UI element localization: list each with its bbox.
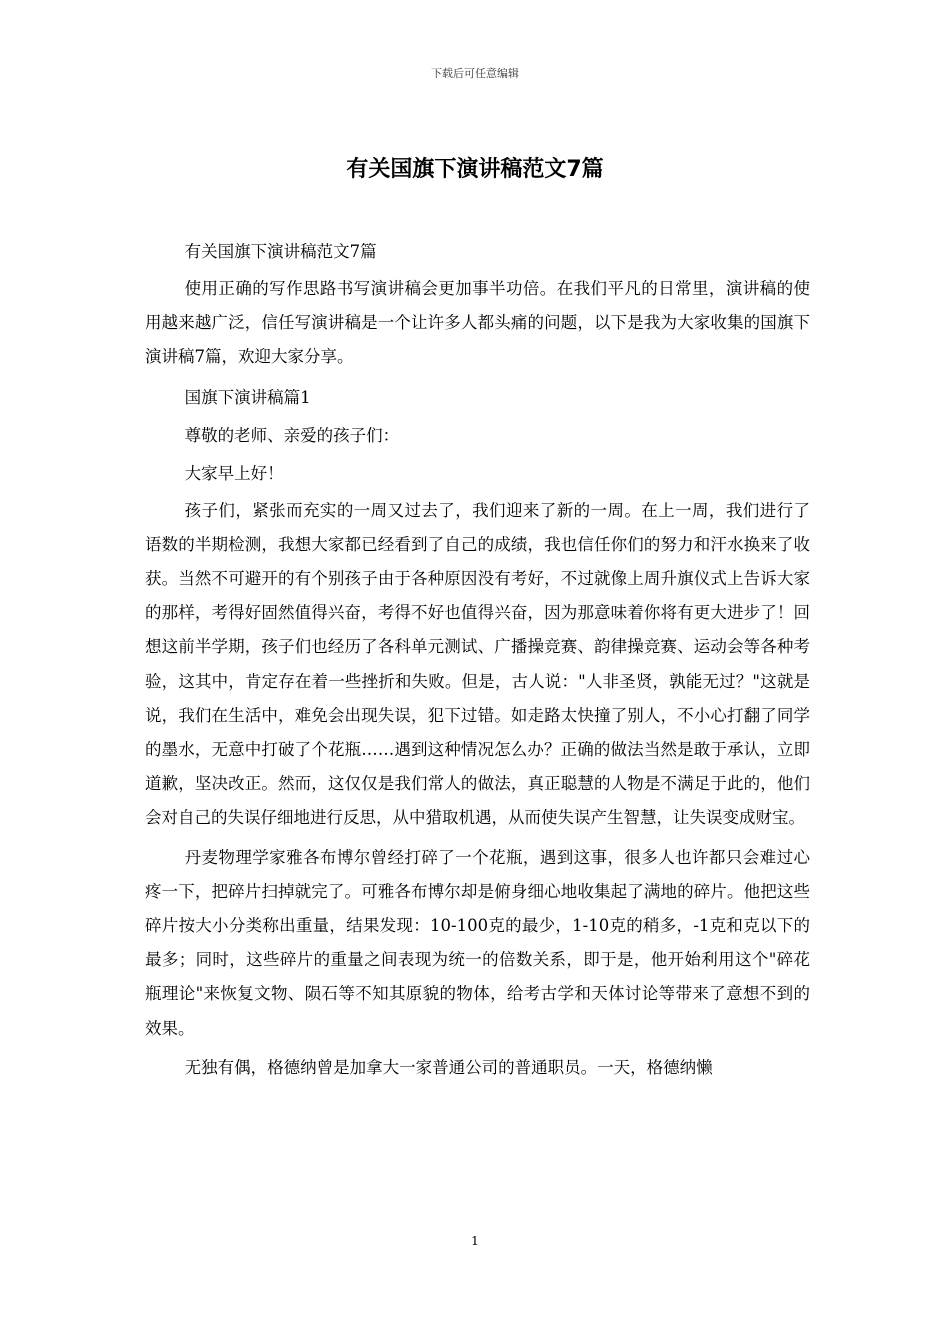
section-heading: 国旗下演讲稿篇1 bbox=[184, 387, 311, 407]
page-number: 1 bbox=[471, 1234, 479, 1248]
intro-paragraph: 使用正确的写作思路书写演讲稿会更加事半功倍。在我们平凡的日常里，演讲稿的使用越来越广泛，信任写演讲稿是一个让许多人都头痛的问题，以下是我为大家收集的国旗下演讲稿7篇，欢迎大家分享。 bbox=[145, 279, 810, 367]
document-body bbox=[145, 234, 810, 1090]
salutation: 尊敬的老师、亲爱的孩子们： bbox=[184, 425, 400, 445]
body-paragraph: 丹麦物理学家雅各布博尔曾经打碎了一个花瓶，遇到这事，很多人也许都只会难过心疼一下，把碎片扫掉就完了。可雅各布博尔却是俯身细心地收集起了满地的碎片。他把这些碎片按大小分类称出重量，结果发现：10-100克的最少，1-10克的稍多，-1克和克以下的最多；同时，这些碎片的重量之间表现为统一的倍数关系，即于是，他开始利用这个"碎花瓶理论"来恢复文物、陨石等不知其原貌的物体，给考古学和天体讨论等带来了意想不到的效果。 bbox=[145, 847, 810, 1038]
body-paragraph: 无独有偶，格德纳曾是加拿大一家普通公司的普通职员。一天，格德纳懒 bbox=[184, 1057, 713, 1077]
body-paragraph: 孩子们，紧张而充实的一周又过去了，我们迎来了新的一周。在上一周，我们进行了语数的半期检测，我想大家都已经看到了自己的成绩，我也信任你们的努力和汗水换来了收获。当然不可避开的有个别孩子由于各种原因没有考好，不过就像上周升旗仪式上告诉大家的那样，考得好固然值得兴奋，考得不好也值得兴奋，因为那意味着你将有更大进步了！回想这前半学期，孩子们也经历了各科单元测试、广播操竞赛、韵律操竞赛、运动会等各种考验，这其中，肯定存在着一些挫折和失败。但是，古人说："人非圣贤，孰能无过？"这就是说，我们在生活中，难免会出现失误，犯下过错。如走路太快撞了别人，不小心打翻了同学的墨水，无意中打破了个花瓶……遇到这种情况怎么办？正确的做法当然是敢于承认，立即道歉，坚决改正。然而，这仅仅是我们常人的做法，真正聪慧的人物是不满足于此的，他们会对自己的失误仔细地进行反思，从中猎取机遇，从而使失误产生智慧，让失误变成财宝。 bbox=[145, 500, 810, 828]
subtitle-paragraph: 有关国旗下演讲稿范文7篇 bbox=[184, 242, 377, 261]
page-header-note: 下载后可任意编辑 bbox=[431, 67, 519, 80]
greeting: 大家早上好！ bbox=[184, 463, 284, 483]
document-title: 有关国旗下演讲稿范文7篇 bbox=[346, 157, 604, 182]
